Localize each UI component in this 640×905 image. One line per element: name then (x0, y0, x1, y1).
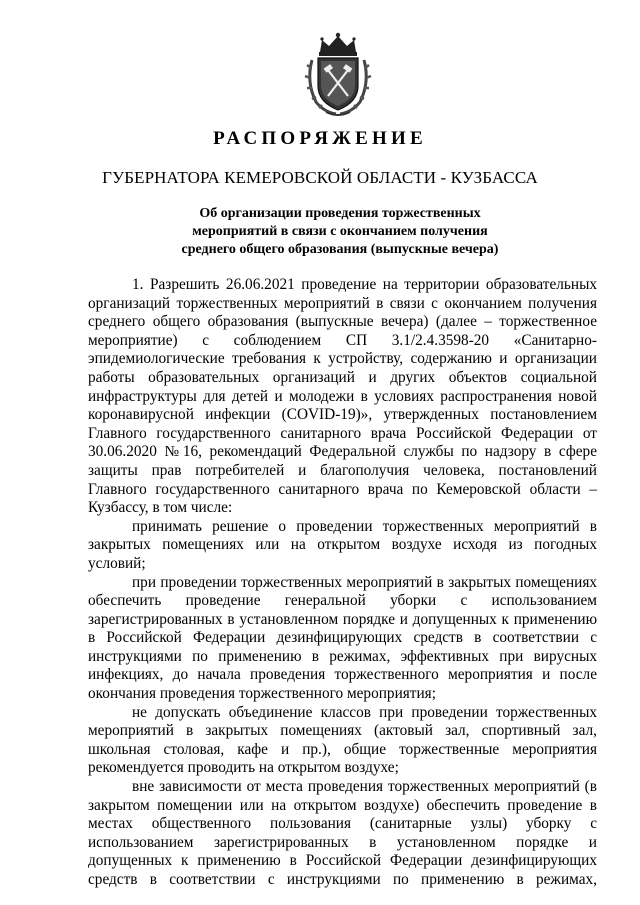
body-paragraph: при проведении торжественных мероприятий в закрытых помещениях обеспечить проведение генеральной уборки с использованием зарегистрированных в установленном порядке и допущенных к применению в Российской Федерации дезинфицирующих средств в соответствии с инструкциями по применению в режимах, эффективных при вирусных инфекциях, до начала проведения торжественного мероприятия и после окончания проведения торжественного мероприятия; (88, 573, 597, 703)
document-title (140, 205, 540, 259)
body-paragraph: принимать решение о проведении торжественных мероприятий в закрытых помещениях или на открытом воздухе исходя из погодных условий; (88, 517, 597, 572)
title-line: мероприятий в связи с окончанием получения (192, 224, 488, 239)
body-paragraph: вне зависимости от места проведения торжественных мероприятий (в закрытом помещении или на открытом воздухе) обеспечить проведение в местах общественного пользования (санитарные узлы) уборку с использованием зарегистрированных в установленном порядке и допущенных к применению в Российской Федерации дезинфицирующих средств в соответствии с инструкциями по применению в режимах, (88, 778, 597, 888)
title-line: Об организации проведения торжественных (199, 206, 481, 221)
body-paragraph: 1. Разрешить 26.06.2021 проведение на территории образовательных организаций торжественных мероприятий в связи с окончанием получения среднего общего образования (выпускные вечера) (далее – торжественное мероприятие) с соблюдением СП 3.1/2.4.3598-20 «Санитарно-эпидемиологические требования к устройству, содержанию и организации работы образовательных организаций и других объектов социальной инфраструктуры для детей и молодежи в условиях распространения новой коронавирусной инфекции (COVID-19)», утвержденных постановлением Главного государственного санитарного врача Российской Федерации от 30.06.2020 №16, рекомендаций Федеральной службы по надзору в сфере защиты прав потребителей и благополучия человека, постановлений Главного государственного санитарного врача по Кемеровской области – Кузбассу, в том числе: (88, 276, 597, 517)
document-body (88, 276, 597, 890)
issuer-heading: ГУБЕРНАТОРА КЕМЕРОВСКОЙ ОБЛАСТИ - КУЗБАССА (102, 168, 538, 187)
coat-of-arms-icon (302, 30, 374, 120)
document-type-heading: РАСПОРЯЖЕНИЕ (213, 128, 427, 149)
body-paragraph: не допускать объединение классов при проведении торжественных мероприятий в закрытых помещениях (актовый зал, спортивный зал, школьная столовая, кафе и пр.), общие торжественные мероприятия рекомендуется проводить на открытом воздухе; (88, 703, 597, 777)
title-line: среднего общего образования (выпускные вечера) (181, 242, 499, 257)
